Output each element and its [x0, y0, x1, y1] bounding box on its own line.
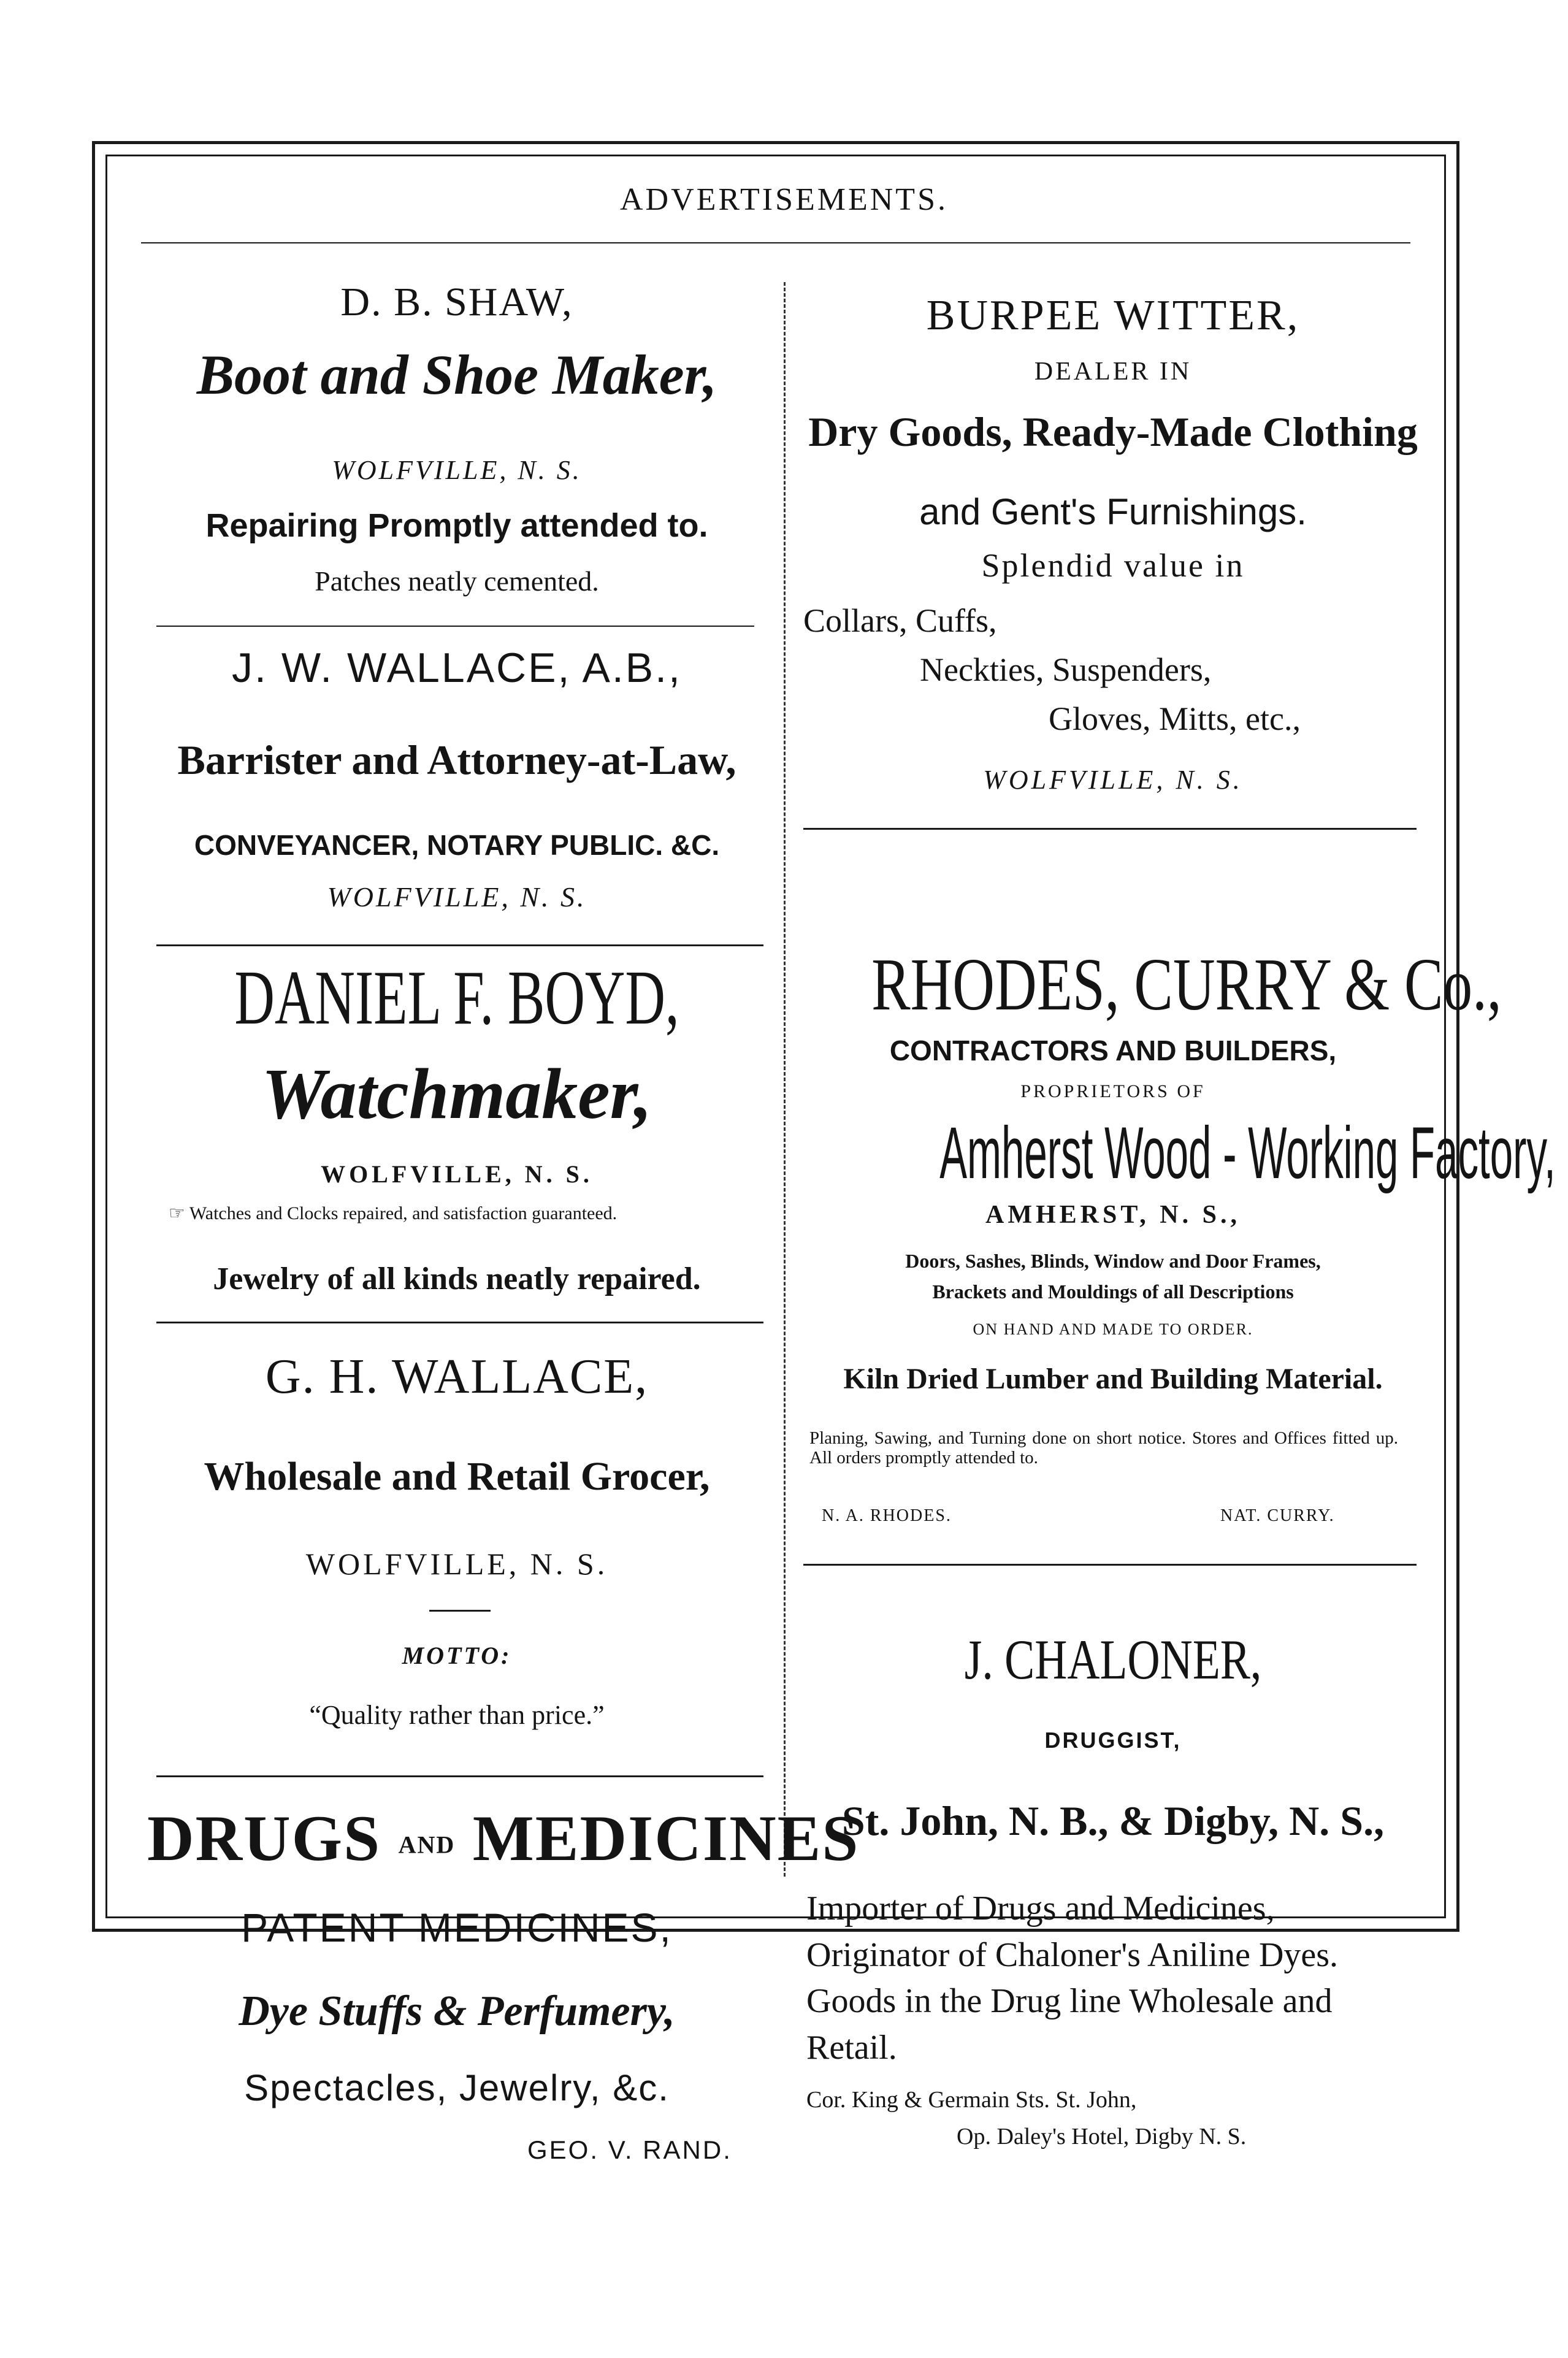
ad-note: Planing, Sawing, and Turning done on short notice. Stores and Offices fitted up. All orders promptly attended to. [809, 1428, 1398, 1468]
services: CONVEYANCER, NOTARY PUBLIC. &C. [194, 829, 720, 861]
advertiser-name: J. CHALONER, [964, 1628, 1262, 1691]
advertiser-name: RHODES, CURRY & Co., [871, 943, 1502, 1026]
ad-line: Repairing Promptly attended to. [205, 507, 708, 544]
ad-line: Dye Stuffs & Perfumery, [239, 1988, 675, 2035]
motto-label: MOTTO: [402, 1642, 512, 1669]
place: St. John, N. B., & Digby, N. S., [841, 1797, 1385, 1844]
ad-separator [156, 1775, 763, 1777]
column-divider [784, 282, 787, 1877]
headline-and: AND [398, 1831, 456, 1859]
ad-line: Jewelry of all kinds neatly repaired. [213, 1261, 701, 1296]
list-item: Gloves, Mitts, etc., [1049, 700, 1301, 737]
place: WOLFVILLE, N. S. [332, 455, 582, 485]
ad-line: Spectacles, Jewelry, &c. [244, 2067, 670, 2108]
advertiser-name: BURPEE WITTER, [926, 292, 1300, 339]
motto: “Quality rather than price.” [309, 1700, 605, 1730]
goods-line: Doors, Sashes, Blinds, Window and Door Frames, [905, 1250, 1321, 1272]
trade-heading: Wholesale and Retail Grocer, [204, 1454, 710, 1499]
signature: N. A. RHODES. [822, 1506, 952, 1525]
trade-heading: Boot and Shoe Maker, [196, 343, 717, 406]
place: WOLFVILLE, N. S. [327, 881, 587, 913]
signature: NAT. CURRY. [1220, 1506, 1335, 1525]
ad-separator [156, 944, 763, 946]
place: WOLFVILLE, N. S. [305, 1547, 608, 1581]
ad-separator [803, 828, 1417, 830]
advertiser-name: D. B. SHAW, [340, 280, 573, 324]
dealer-label: DEALER IN [1034, 358, 1192, 386]
place: WOLFVILLE, N. S. [321, 1160, 593, 1188]
page-title: ADVERTISEMENTS. [620, 182, 948, 217]
trade-heading: Watchmaker, [261, 1054, 652, 1134]
ad-line: Dry Goods, Ready-Made Clothing [808, 408, 1418, 455]
ad-line: Patches neatly cemented. [315, 565, 599, 597]
list-item: Collars, Cuffs, [803, 602, 997, 639]
trade-heading: Barrister and Attorney-at-Law, [177, 737, 736, 783]
address-line: Op. Daley's Hotel, Digby N. S. [957, 2124, 1247, 2149]
trade-heading: DRUGGIST, [1044, 1728, 1182, 1753]
order-line: ON HAND AND MADE TO ORDER. [973, 1320, 1253, 1338]
advertiser-name: J. W. WALLACE, A.B., [232, 645, 682, 691]
headline-drugs: DRUGS [147, 1802, 381, 1874]
ad-line: Kiln Dried Lumber and Building Material. [843, 1363, 1383, 1395]
address-line: Cor. King & Germain Sts. St. John, [806, 2087, 1137, 2113]
header-rule [141, 242, 1410, 243]
trade-heading: CONTRACTORS AND BUILDERS, [889, 1035, 1337, 1066]
headline-medicines: MEDICINES [472, 1802, 860, 1874]
advertiser-name: DANIEL F. BOYD, [234, 955, 679, 1041]
place: AMHERST, N. S., [985, 1201, 1241, 1229]
list-item: Neckties, Suspenders, [920, 651, 1212, 688]
ad-separator [156, 1322, 763, 1323]
ad-line: and Gent's Furnishings. [919, 491, 1307, 532]
ad-separator [803, 1564, 1417, 1566]
proprietors-label: PROPRIETORS OF [1020, 1081, 1206, 1101]
factory-name: Amherst Wood - Working Factory, [939, 1112, 1556, 1194]
ad-line: Splendid value in [981, 547, 1245, 584]
headline [147, 1802, 860, 1874]
ad-separator [156, 626, 754, 627]
place: WOLFVILLE, N. S. [983, 765, 1243, 795]
short-rule [429, 1610, 491, 1612]
signature: GEO. V. RAND. [527, 2135, 732, 2164]
advertiser-name: G. H. WALLACE, [265, 1350, 649, 1404]
ad-note: ☞ Watches and Clocks repaired, and satisfaction guaranteed. [169, 1203, 618, 1223]
goods-line: Brackets and Mouldings of all Descriptions [932, 1280, 1294, 1303]
ad-body: Importer of Drugs and Medicines, Originator of Chaloner's Aniline Dyes. Goods in the Drug line Wholesale and Retail. [806, 1889, 1339, 2067]
ad-line: PATENT MEDICINES, [241, 1905, 673, 1950]
